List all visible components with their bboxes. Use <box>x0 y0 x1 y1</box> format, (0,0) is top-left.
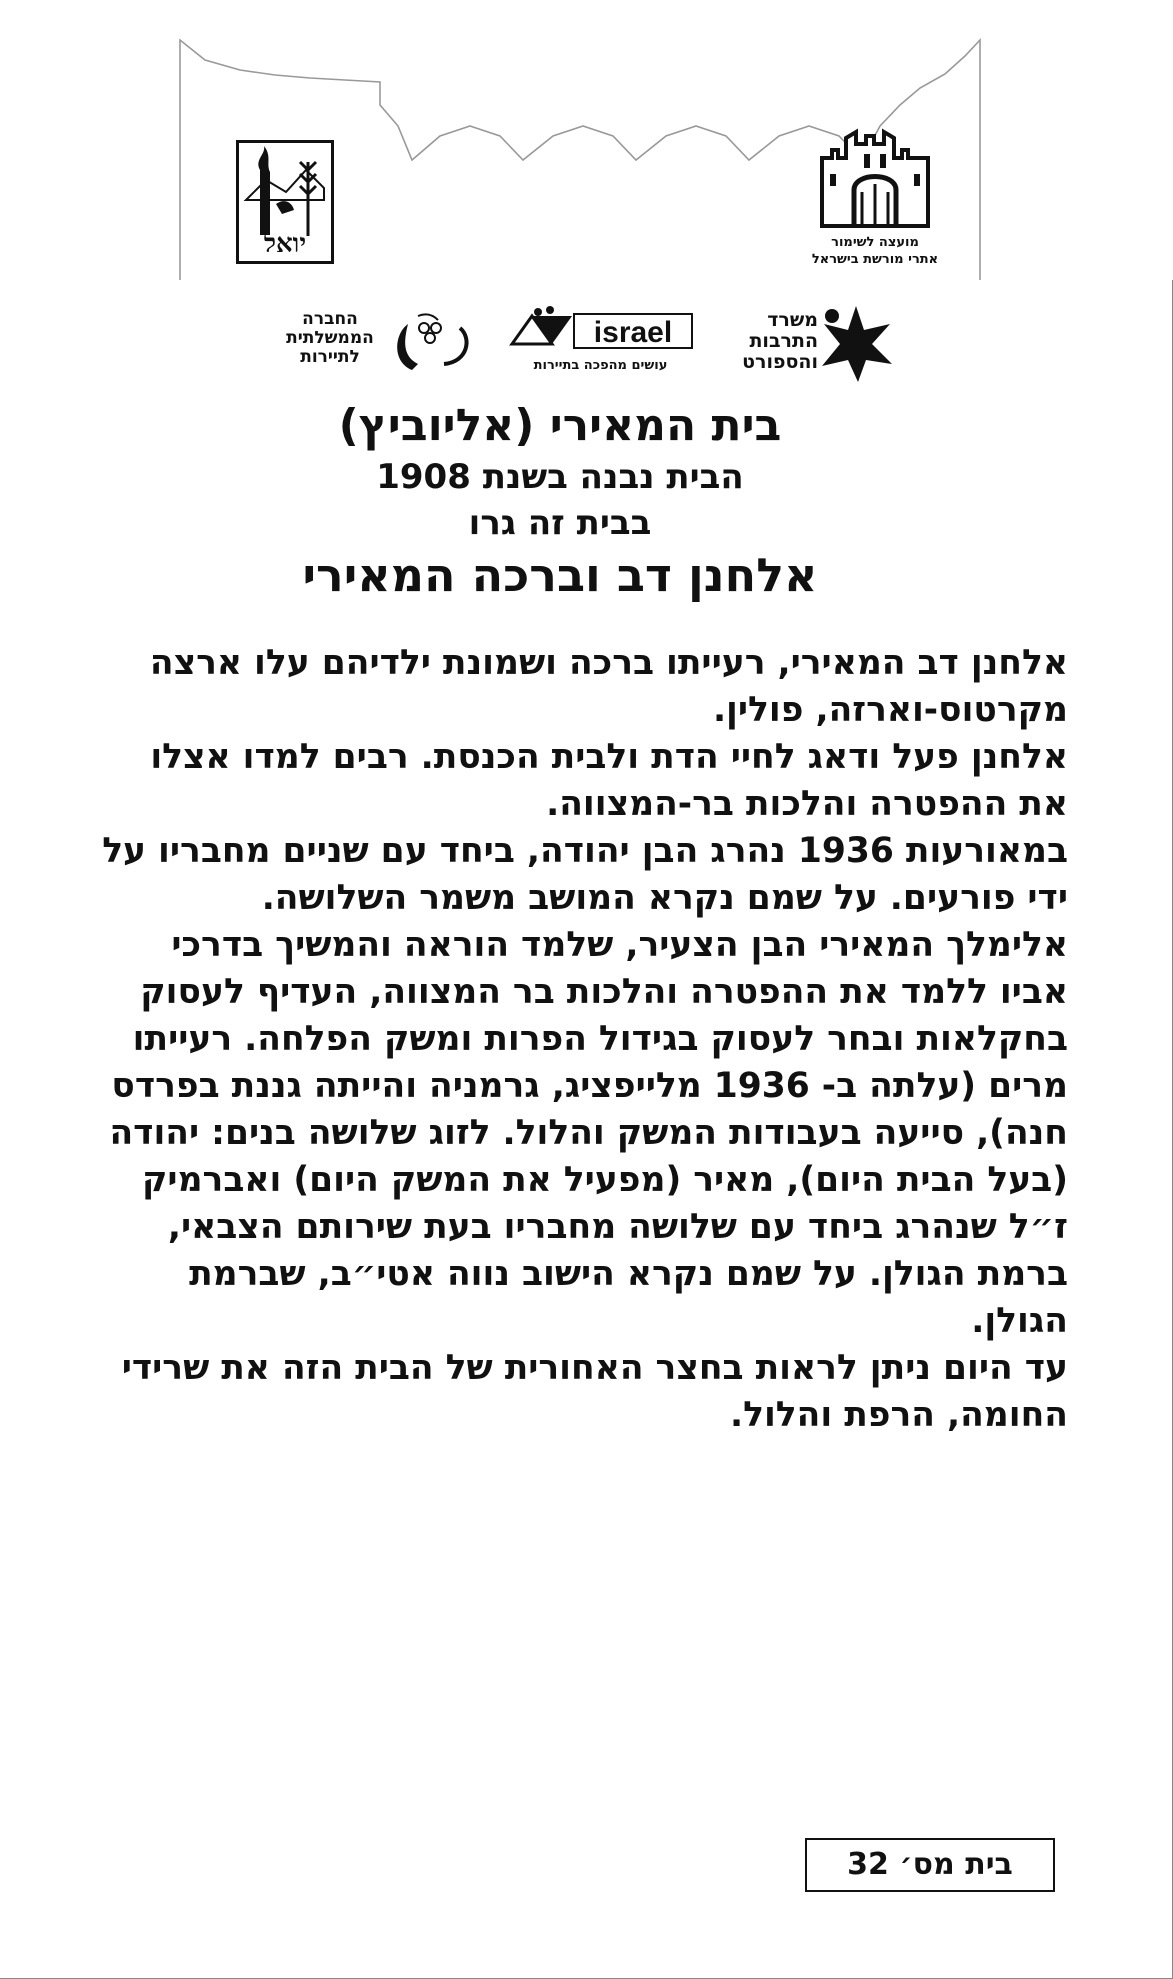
house-title: בית המאירי (אליוביץ) <box>338 400 782 451</box>
company-line: לתיירות <box>300 347 360 367</box>
residents-names: אלחנן דב וברכה המאירי <box>302 548 818 602</box>
israel-logo-icon <box>508 304 693 356</box>
heritage-council-line: מועצה לשימור <box>831 235 919 250</box>
israel-tourism-logo <box>508 304 693 384</box>
israel-slogan: עושים מהפכה בתיירות <box>533 358 668 373</box>
company-line: החברה <box>302 309 358 329</box>
government-tourism-company-logo <box>276 304 476 384</box>
history-paragraph: אלחנן פעל ודאג לחיי הדת ולבית הכנסת. רבים למדו אצלו את ההפטרה והלכות בר-המצווה. <box>150 737 1068 824</box>
history-paragraph: אלימלך המאירי הבן הצעיר, שלמד הוראה והמשיך בדרכי אביו ללמד את ההפטרה והלכות בר המצווה, העדיף לעסוק בחקלאות ובחר לעסוק בגידול הפרות ומשק הפלחה. רעייתו מרים (עלתה ב- 1936 מלייפציג, גרמניה והייתה גננת בפרדס חנה), סייעה בעבודות המשק והלול. לזוג שלושה בנים: יהודה (בעל הבית היום), מאיר (מפעיל את המשק היום) ואברמיק ז״ל שנהרג ביחד עם שלושה מחבריו בעת שירותם הצבאי, ברמת הגולן. על שמם נקרא הישוב נווה אטי״ב, שברמת הגולן. <box>109 925 1068 1341</box>
heritage-council-line: אתרי מורשת בישראל <box>811 252 939 267</box>
star-figure-icon <box>818 304 894 384</box>
history-text <box>96 640 1068 1439</box>
israel-wordmark: israel <box>593 316 673 349</box>
ministry-line: משרד <box>767 309 818 331</box>
history-paragraph: עד היום ניתן לראות בחצר האחורית של הבית הזה את שרידי החומה, הרפת והלול. <box>121 1348 1068 1435</box>
heritage-council-caption <box>800 234 950 268</box>
yoav-council-logo <box>236 140 334 264</box>
history-paragraph: במאורעות 1936 נהרג הבן יהודה, ביחד עם שניים מחבריו על ידי פורעים. על שמם נקרא המושב משמר השלושה. <box>102 831 1068 918</box>
yoav-logo-text: יואל <box>263 229 307 259</box>
history-paragraph: אלחנן דב המאירי, רעייתו ברכה ושמונת ילדיהם עלו ארצה מקרטוס-וארזה, פולין. <box>149 643 1068 730</box>
ministry-line: התרבות <box>749 330 818 352</box>
built-year-line: הבית נבנה בשנת 1908 <box>376 457 744 497</box>
company-line: הממשלתית <box>286 328 374 348</box>
house-number-badge: בית מס׳ 32 <box>805 1838 1055 1892</box>
ministry-line: והספורט <box>742 351 818 373</box>
castle-outline <box>0 0 1173 290</box>
ministry-name <box>720 310 818 373</box>
sign-titles <box>180 398 940 604</box>
ministry-culture-sport-logo <box>720 304 892 384</box>
company-name <box>276 310 384 367</box>
heritage-council-logo <box>800 128 950 268</box>
castle-gate-icon <box>816 128 934 228</box>
residents-intro: בבית זה גרו <box>468 503 652 543</box>
grapes-icon <box>388 310 474 374</box>
